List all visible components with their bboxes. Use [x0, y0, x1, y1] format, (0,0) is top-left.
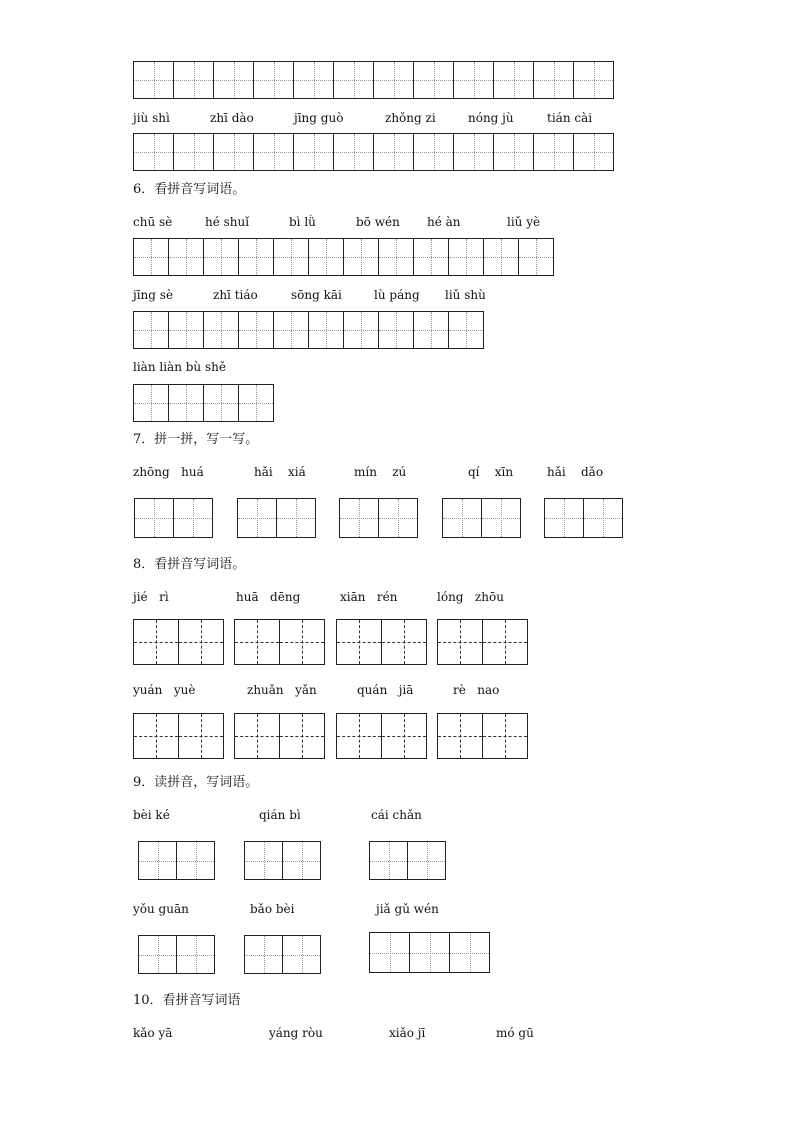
pinyin-bao-bei: bǎo bèi	[250, 902, 295, 916]
writing-cell	[133, 311, 169, 349]
writing-cell	[437, 619, 483, 665]
writing-cell	[378, 238, 414, 276]
writing-cell	[533, 133, 574, 171]
pinyin-liu-shu: liǔ shù	[445, 288, 486, 302]
writing-cell	[373, 61, 414, 99]
writing-cell	[481, 498, 521, 538]
writing-cell	[413, 61, 454, 99]
pinyin-jiu-shi: jiù shì	[133, 111, 170, 125]
section8-grid-jie-ri	[133, 619, 224, 665]
writing-cell	[133, 384, 169, 422]
writing-cell	[449, 932, 490, 973]
pinyin-yang-rou: yáng ròu	[269, 1026, 323, 1040]
section5-grid-row1	[133, 61, 614, 99]
pinyin-xiao-ji: xiǎo jī	[389, 1026, 426, 1040]
writing-cell	[273, 238, 309, 276]
writing-cell	[448, 311, 484, 349]
writing-cell	[381, 619, 427, 665]
pinyin-kao-ya: kǎo yā	[133, 1026, 173, 1040]
section9-grid-you-guan	[138, 935, 215, 974]
writing-cell	[279, 713, 325, 759]
writing-cell	[381, 713, 427, 759]
writing-cell	[453, 133, 494, 171]
pinyin-hai-dao: hǎi dǎo	[547, 465, 604, 479]
writing-cell	[203, 238, 239, 276]
writing-cell	[213, 61, 254, 99]
writing-cell	[518, 238, 554, 276]
section10-title: 10．看拼音写词语	[133, 993, 241, 1008]
writing-cell	[244, 935, 283, 974]
writing-cell	[308, 238, 344, 276]
section5-grid-row2	[133, 133, 614, 171]
writing-cell	[237, 498, 277, 538]
writing-cell	[493, 61, 534, 99]
writing-cell	[176, 935, 215, 974]
writing-cell	[133, 238, 169, 276]
section6-grid-row2	[133, 311, 484, 349]
section8-grid-yuan-yue	[133, 713, 224, 759]
pinyin-song-kai: sōng kāi	[291, 288, 342, 302]
writing-cell	[343, 311, 379, 349]
writing-cell	[343, 238, 379, 276]
writing-cell	[173, 61, 214, 99]
writing-cell	[203, 384, 239, 422]
writing-cell	[168, 384, 204, 422]
writing-cell	[213, 133, 254, 171]
section6-grid-row3	[133, 384, 274, 422]
section8-grid-long-zhou	[437, 619, 528, 665]
writing-cell	[234, 713, 280, 759]
pinyin-tian-cai: tián cài	[547, 111, 593, 125]
section6-grid-row1	[133, 238, 554, 276]
writing-cell	[407, 841, 446, 880]
section8-grid-zhuan-yan	[234, 713, 325, 759]
writing-cell	[482, 619, 528, 665]
writing-cell	[448, 238, 484, 276]
pinyin-hua-deng: huā dēng	[236, 590, 301, 604]
writing-cell	[168, 311, 204, 349]
section8-title: 8．看拼音写词语。	[133, 557, 246, 572]
writing-cell	[573, 61, 614, 99]
pinyin-bi-lv: bì lǜ	[289, 215, 316, 229]
section9-grid-cai-chan	[369, 841, 446, 880]
writing-cell	[493, 133, 534, 171]
writing-cell	[413, 311, 449, 349]
pinyin-quan-jia: quán jiā	[357, 683, 414, 697]
writing-cell	[282, 935, 321, 974]
pinyin-mo-gu: mó gū	[496, 1026, 534, 1040]
pinyin-bo-wen: bō wén	[356, 215, 400, 229]
writing-cell	[203, 311, 239, 349]
section8-grid-hua-deng	[234, 619, 325, 665]
pinyin-zhong-hua: zhōng huá	[133, 465, 204, 479]
writing-cell	[168, 238, 204, 276]
writing-cell	[234, 619, 280, 665]
writing-cell	[133, 619, 179, 665]
writing-cell	[293, 61, 334, 99]
writing-cell	[253, 133, 294, 171]
writing-cell	[333, 133, 374, 171]
writing-cell	[173, 498, 213, 538]
writing-cell	[583, 498, 623, 538]
writing-cell	[453, 61, 494, 99]
writing-cell	[176, 841, 215, 880]
writing-cell	[138, 935, 177, 974]
writing-cell	[378, 311, 414, 349]
writing-cell	[333, 61, 374, 99]
writing-cell	[244, 841, 283, 880]
writing-cell	[409, 932, 450, 973]
pinyin-lu-pang: lù páng	[374, 288, 420, 302]
writing-cell	[273, 311, 309, 349]
writing-cell	[533, 61, 574, 99]
writing-cell	[238, 311, 274, 349]
pinyin-zhi-dao: zhī dào	[210, 111, 254, 125]
pinyin-jie-ri: jié rì	[133, 590, 169, 604]
writing-cell	[293, 133, 334, 171]
writing-cell	[442, 498, 482, 538]
section9-grid-qian-bi	[244, 841, 321, 880]
writing-cell	[282, 841, 321, 880]
section7-grid-qi-xin	[442, 498, 521, 538]
pinyin-re-nao: rè nao	[453, 683, 500, 697]
writing-cell	[276, 498, 316, 538]
pinyin-jing-se: jīng sè	[133, 288, 174, 302]
pinyin-qi-xin: qí xīn	[468, 465, 514, 479]
writing-cell	[339, 498, 379, 538]
writing-cell	[544, 498, 584, 538]
pinyin-yuan-yue: yuán yuè	[133, 683, 196, 697]
writing-cell	[279, 619, 325, 665]
writing-cell	[133, 133, 174, 171]
writing-cell	[483, 238, 519, 276]
pinyin-qian-bi: qián bì	[259, 808, 301, 822]
writing-cell	[308, 311, 344, 349]
writing-cell	[253, 61, 294, 99]
section6-title: 6．看拼音写词语。	[133, 182, 246, 197]
pinyin-jia-gu-wen: jiǎ gǔ wén	[376, 902, 439, 916]
pinyin-xian-ren: xiān rén	[340, 590, 398, 604]
section7-grid-hai-dao	[544, 498, 623, 538]
pinyin-chu-se: chū sè	[133, 215, 173, 229]
writing-cell	[413, 133, 454, 171]
writing-cell	[437, 713, 483, 759]
writing-cell	[336, 713, 382, 759]
writing-cell	[369, 841, 408, 880]
writing-cell	[413, 238, 449, 276]
writing-cell	[336, 619, 382, 665]
section9-title: 9．读拼音，写词语。	[133, 775, 259, 790]
pinyin-jing-guo: jīng guò	[294, 111, 344, 125]
section8-grid-quan-jia	[336, 713, 427, 759]
pinyin-cai-chan: cái chǎn	[371, 808, 422, 822]
section9-grid-bao-bei	[244, 935, 321, 974]
writing-cell	[482, 713, 528, 759]
writing-cell	[238, 238, 274, 276]
writing-cell	[133, 713, 179, 759]
writing-cell	[238, 384, 274, 422]
pinyin-nong-ju: nóng jù	[468, 111, 514, 125]
pinyin-long-zhou: lóng zhōu	[437, 590, 504, 604]
section7-grid-min-zu	[339, 498, 418, 538]
writing-cell	[133, 61, 174, 99]
section9-grid-jia-gu-wen	[369, 932, 490, 973]
writing-cell	[138, 841, 177, 880]
pinyin-zhong-zi: zhǒng zi	[385, 111, 436, 125]
pinyin-he-an: hé àn	[427, 215, 461, 229]
writing-cell	[134, 498, 174, 538]
section7-grid-hai-xia	[237, 498, 316, 538]
pinyin-lian-lian-bu-she: liàn liàn bù shě	[133, 360, 226, 374]
pinyin-you-guan: yǒu guān	[133, 902, 189, 916]
pinyin-bei-ke: bèi ké	[133, 808, 170, 822]
pinyin-liu-ye: liǔ yè	[507, 215, 541, 229]
writing-cell	[373, 133, 414, 171]
pinyin-zhuan-yan: zhuǎn yǎn	[247, 683, 317, 697]
section8-grid-xian-ren	[336, 619, 427, 665]
section7-title: 7．拼一拼，写一写。	[133, 432, 259, 447]
section7-grid-zhong-hua	[134, 498, 213, 538]
writing-cell	[573, 133, 614, 171]
writing-cell	[369, 932, 410, 973]
writing-cell	[378, 498, 418, 538]
writing-cell	[173, 133, 214, 171]
pinyin-he-shui: hé shuǐ	[205, 215, 250, 229]
pinyin-hai-xia: hǎi xiá	[254, 465, 306, 479]
section8-grid-re-nao	[437, 713, 528, 759]
pinyin-min-zu: mín zú	[354, 465, 407, 479]
writing-cell	[178, 713, 224, 759]
writing-cell	[178, 619, 224, 665]
section9-grid-bei-ke	[138, 841, 215, 880]
pinyin-zhi-tiao: zhī tiáo	[213, 288, 258, 302]
